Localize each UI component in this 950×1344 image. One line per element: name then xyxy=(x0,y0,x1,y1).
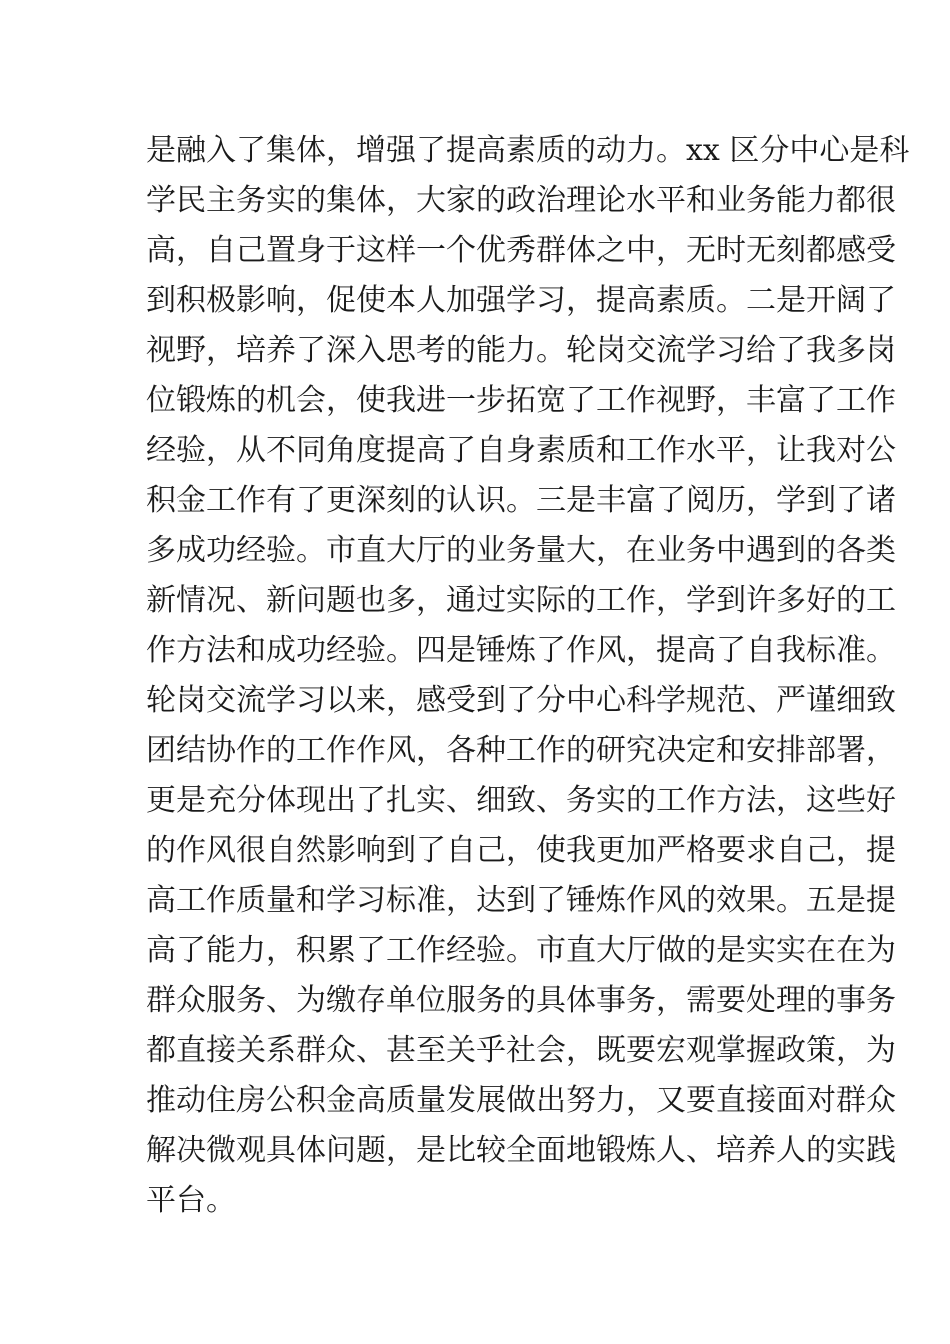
text-line: 高工作质量和学习标准，达到了锤炼作风的效果。五是提 xyxy=(146,883,896,918)
text-line: 是融入了集体，增强了提高素质的动力。xx 区分中心是科 xyxy=(146,133,910,168)
text-line: 群众服务、为缴存单位服务的具体事务，需要处理的事务 xyxy=(146,983,896,1018)
text-line: 的作风很自然影响到了自己，使我更加严格要求自己，提 xyxy=(146,833,896,868)
text-line: 高了能力，积累了工作经验。市直大厅做的是实实在在为 xyxy=(146,933,896,968)
text-line: 多成功经验。市直大厅的业务量大，在业务中遇到的各类 xyxy=(146,533,896,568)
text-line: 积金工作有了更深刻的认识。三是丰富了阅历，学到了诸 xyxy=(146,483,896,518)
text-line: 新情况、新问题也多，通过实际的工作，学到许多好的工 xyxy=(146,583,896,618)
text-line: 团结协作的工作作风，各种工作的研究决定和安排部署， xyxy=(146,733,896,768)
text-line: 解决微观具体问题，是比较全面地锻炼人、培养人的实践 xyxy=(146,1133,896,1168)
text-line: 经验，从不同角度提高了自身素质和工作水平，让我对公 xyxy=(146,433,896,468)
text-line: 到积极影响，促使本人加强学习，提高素质。二是开阔了 xyxy=(146,283,896,318)
body-paragraph xyxy=(146,126,910,1226)
text-line: 学民主务实的集体，大家的政治理论水平和业务能力都很 xyxy=(146,183,896,218)
text-line: 位锻炼的机会，使我进一步拓宽了工作视野，丰富了工作 xyxy=(146,383,896,418)
text-line: 视野，培养了深入思考的能力。轮岗交流学习给了我多岗 xyxy=(146,333,896,368)
text-line: 更是充分体现出了扎实、细致、务实的工作方法，这些好 xyxy=(146,783,896,818)
text-line: 轮岗交流学习以来，感受到了分中心科学规范、严谨细致 xyxy=(146,683,896,718)
text-line: 平台。 xyxy=(146,1183,236,1218)
text-line: 作方法和成功经验。四是锤炼了作风，提高了自我标准。 xyxy=(146,633,896,668)
text-line: 推动住房公积金高质量发展做出努力，又要直接面对群众 xyxy=(146,1083,896,1118)
text-line: 都直接关系群众、甚至关乎社会，既要宏观掌握政策，为 xyxy=(146,1033,896,1068)
text-line: 高，自己置身于这样一个优秀群体之中，无时无刻都感受 xyxy=(146,233,896,268)
